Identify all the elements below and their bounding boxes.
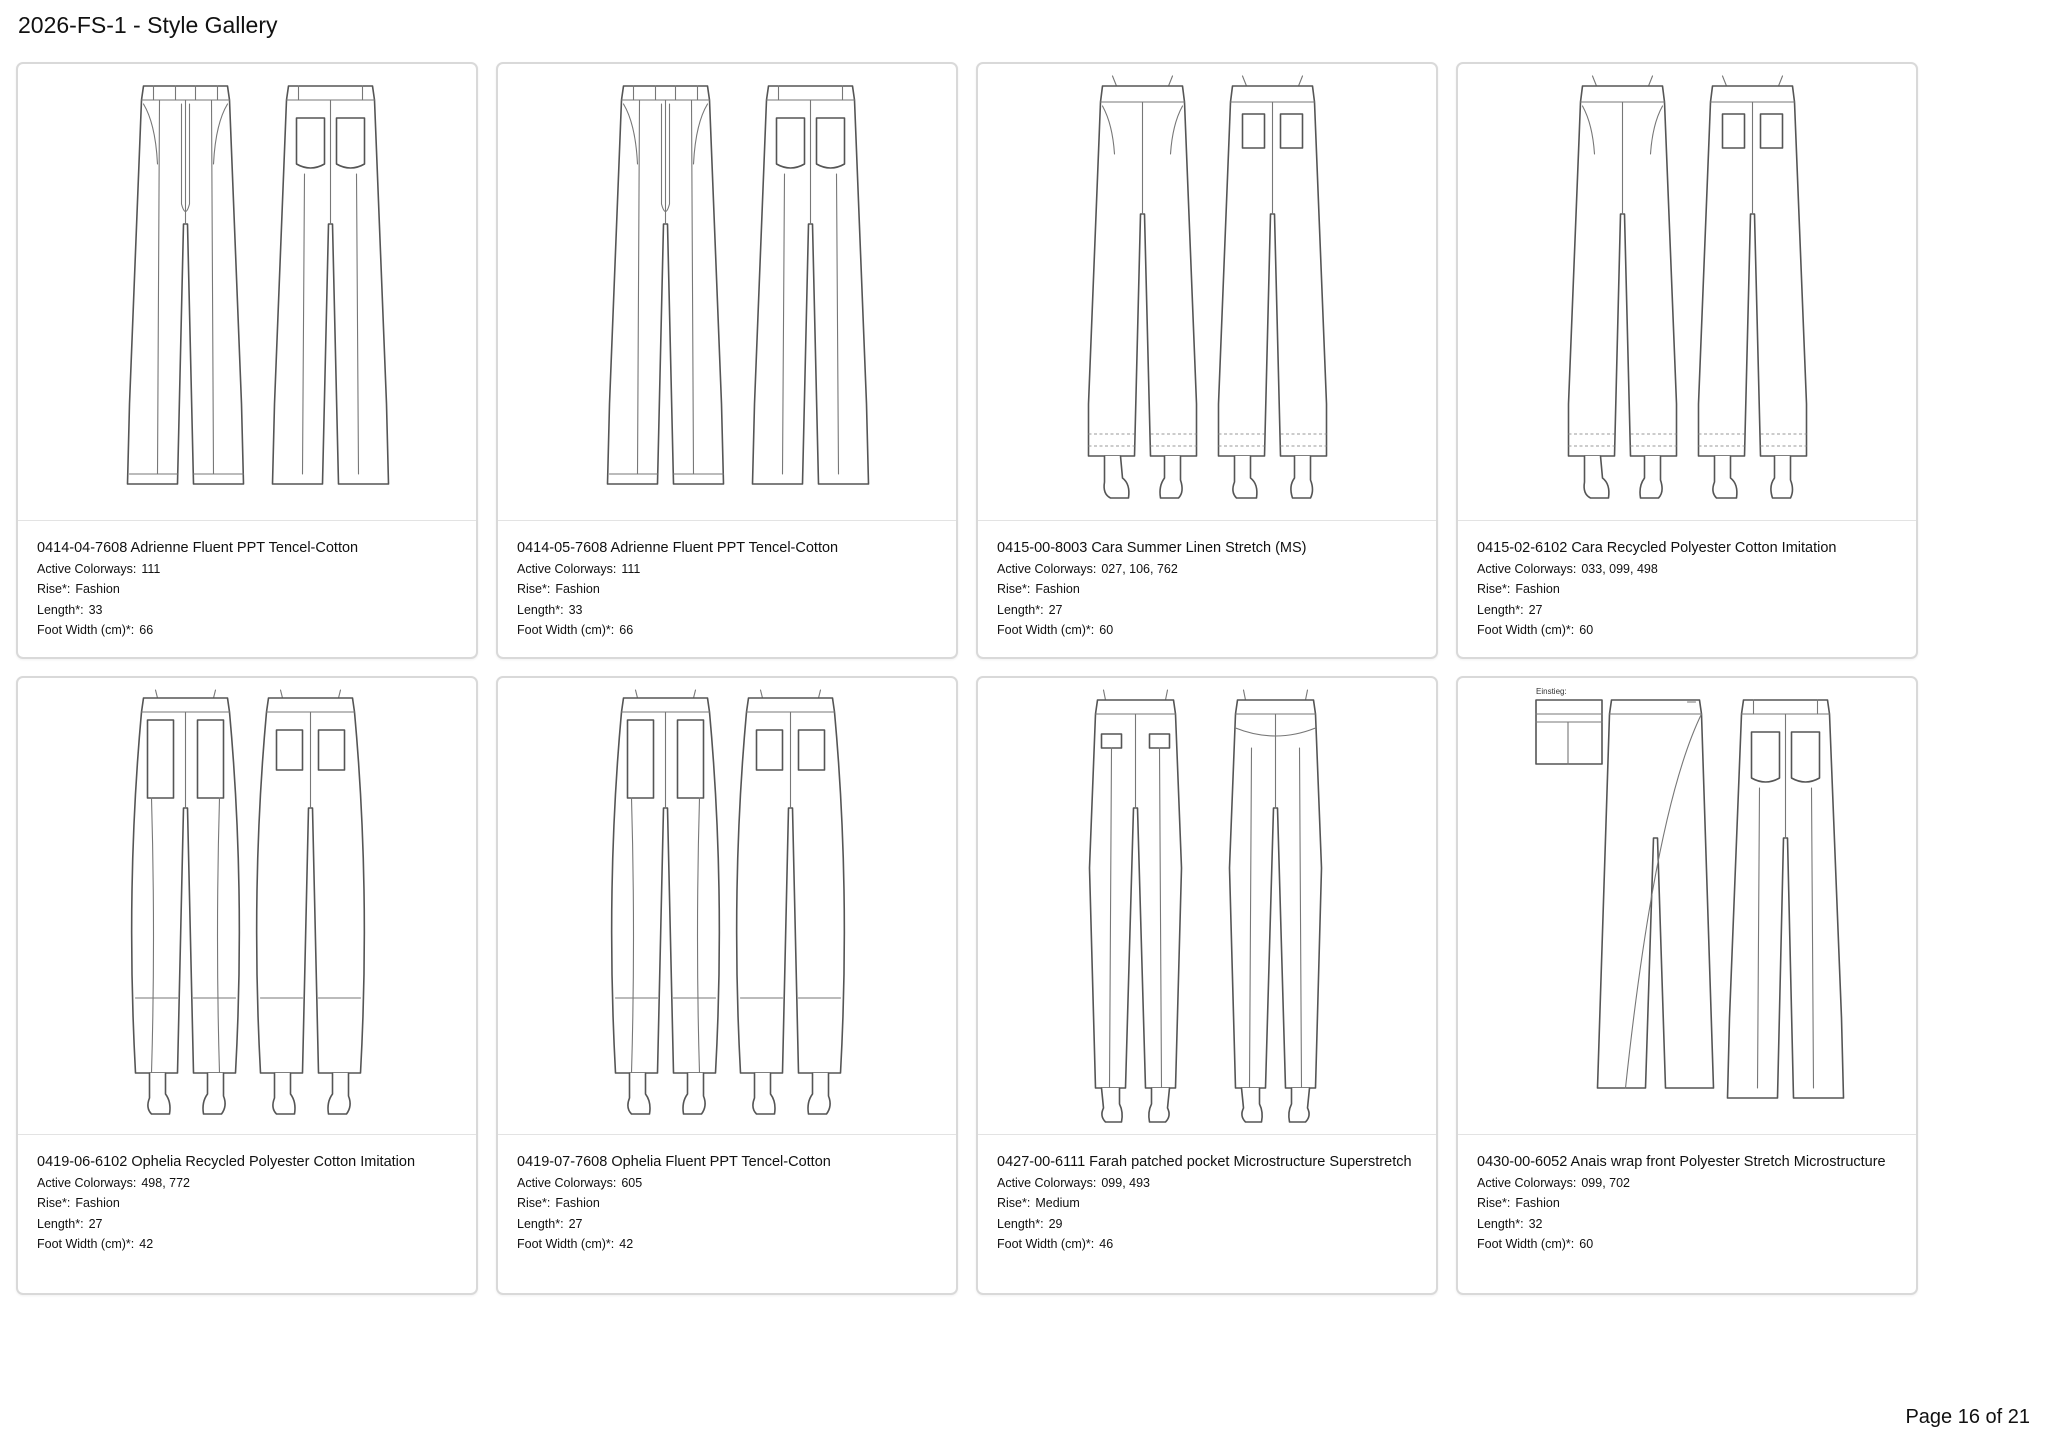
foot-width-row [37,620,462,640]
rise-value: Fashion [555,1196,600,1211]
card-divider [18,520,476,521]
rise-row [517,1193,942,1213]
foot-width-label: Foot Width (cm)*: [517,1236,615,1251]
colorways-label: Active Colorways: [517,1176,617,1190]
page-number: Page 16 of 21 [1905,1406,2030,1428]
length-label: Length*: [997,602,1044,617]
foot-width-value: 66 [619,622,634,637]
rise-value: Fashion [1515,582,1560,597]
foot-width-row [37,1234,462,1254]
colorways-value: 498, 772 [141,1176,191,1190]
style-card[interactable] [1456,62,1918,659]
foot-width-value: 66 [139,622,154,637]
foot-width-row [997,1234,1422,1254]
rise-value: Fashion [75,582,120,597]
style-name: 0419-07-7608 Ophelia Fluent PPT Tencel-Cotton [517,1154,831,1170]
foot-width-value: 60 [1579,1236,1594,1251]
style-name: 0414-04-7608 Adrienne Fluent PPT Tencel-Cotton [37,540,359,556]
length-row [1477,1214,1902,1234]
foot-width-row [1477,1234,1902,1254]
flat-sketch-image [1458,64,1916,519]
rise-row [517,579,942,599]
length-row [1477,600,1902,620]
colorways-label: Active Colorways: [1477,562,1577,576]
colorways-row [517,559,942,579]
rise-label: Rise*: [517,582,551,597]
flat-sketch-image [18,64,476,519]
foot-width-value: 60 [1099,622,1114,637]
card-divider [1458,520,1916,521]
rise-label: Rise*: [37,582,71,597]
flat-sketch-image [498,678,956,1133]
length-row [997,1214,1422,1234]
length-value: 27 [568,1216,583,1231]
style-name: 0430-00-6052 Anais wrap front Polyester Stretch Microstructure [1477,1154,1886,1170]
style-info [1477,538,1902,640]
rise-row [1477,1193,1902,1213]
length-row [37,600,462,620]
style-card[interactable] [1456,676,1918,1295]
length-label: Length*: [517,1216,564,1231]
rise-label: Rise*: [997,582,1031,597]
colorways-label: Active Colorways: [37,562,137,576]
flat-sketch-image [978,64,1436,519]
colorways-value: 099, 493 [1101,1176,1151,1190]
flat-sketch-image [498,64,956,519]
style-info [517,538,942,640]
length-label: Length*: [37,1216,84,1231]
colorways-value: 111 [621,562,641,576]
length-value: 27 [1528,602,1543,617]
length-value: 27 [1048,602,1063,617]
foot-width-row [1477,620,1902,640]
foot-width-value: 42 [139,1236,154,1251]
card-divider [498,520,956,521]
card-divider [498,1134,956,1135]
length-label: Length*: [37,602,84,617]
length-label: Length*: [1477,602,1524,617]
page-title: 2026-FS-1 - Style Gallery [18,12,278,38]
foot-width-label: Foot Width (cm)*: [37,622,135,637]
colorways-label: Active Colorways: [997,562,1097,576]
card-divider [18,1134,476,1135]
style-name: 0427-00-6111 Farah patched pocket Microstructure Superstretch [997,1154,1412,1170]
colorways-value: 033, 099, 498 [1581,562,1658,576]
style-card[interactable] [496,676,958,1295]
rise-row [997,579,1422,599]
style-info [37,538,462,640]
length-value: 27 [88,1216,103,1231]
colorways-row [1477,559,1902,579]
colorways-row [37,559,462,579]
foot-width-label: Foot Width (cm)*: [1477,1236,1575,1251]
colorways-value: 027, 106, 762 [1101,562,1178,576]
flat-sketch-image [18,678,476,1133]
foot-width-label: Foot Width (cm)*: [997,1236,1095,1251]
length-value: 29 [1048,1216,1063,1231]
colorways-value: 605 [621,1176,643,1190]
card-divider [978,520,1436,521]
style-name: 0419-06-6102 Ophelia Recycled Polyester Cotton Imitation [37,1154,416,1170]
rise-label: Rise*: [37,1196,71,1211]
foot-width-value: 46 [1099,1236,1114,1251]
foot-width-label: Foot Width (cm)*: [997,622,1095,637]
foot-width-label: Foot Width (cm)*: [517,622,615,637]
rise-row [1477,579,1902,599]
einstieg-label: Einstieg: [1536,687,1567,696]
style-card[interactable] [976,676,1438,1295]
rise-value: Fashion [1515,1196,1560,1211]
foot-width-row [517,1234,942,1254]
rise-value: Fashion [75,1196,120,1211]
foot-width-label: Foot Width (cm)*: [1477,622,1575,637]
rise-value: Medium [1035,1196,1080,1211]
colorways-label: Active Colorways: [37,1176,137,1190]
colorways-row [37,1173,462,1193]
rise-label: Rise*: [997,1196,1031,1211]
style-name: 0414-05-7608 Adrienne Fluent PPT Tencel-Cotton [517,540,839,556]
card-divider [978,1134,1436,1135]
foot-width-label: Foot Width (cm)*: [37,1236,135,1251]
length-row [517,600,942,620]
style-info [997,538,1422,640]
style-info [517,1152,942,1254]
foot-width-row [517,620,942,640]
length-label: Length*: [517,602,564,617]
colorways-label: Active Colorways: [997,1176,1097,1190]
card-divider [1458,1134,1916,1135]
style-card[interactable] [976,62,1438,659]
rise-row [997,1193,1422,1213]
style-card[interactable] [16,676,478,1295]
rise-value: Fashion [555,582,600,597]
length-value: 33 [568,602,583,617]
colorways-row [997,559,1422,579]
style-card[interactable] [16,62,478,659]
flat-sketch-image [1458,678,1916,1133]
colorways-row [997,1173,1422,1193]
colorways-value: 111 [141,562,161,576]
foot-width-value: 60 [1579,622,1594,637]
style-card[interactable] [496,62,958,659]
length-row [997,600,1422,620]
rise-value: Fashion [1035,582,1080,597]
style-info [37,1152,462,1254]
colorways-row [517,1173,942,1193]
colorways-row [1477,1173,1902,1193]
style-info [997,1152,1422,1254]
rise-label: Rise*: [517,1196,551,1211]
colorways-label: Active Colorways: [1477,1176,1577,1190]
length-label: Length*: [1477,1216,1524,1231]
flat-sketch-image [978,678,1436,1133]
style-info [1477,1152,1902,1254]
style-name: 0415-02-6102 Cara Recycled Polyester Cotton Imitation [1477,540,1837,556]
colorways-label: Active Colorways: [517,562,617,576]
length-label: Length*: [997,1216,1044,1231]
foot-width-value: 42 [619,1236,634,1251]
length-row [37,1214,462,1234]
length-value: 32 [1528,1216,1543,1231]
rise-row [37,579,462,599]
rise-label: Rise*: [1477,582,1511,597]
length-row [517,1214,942,1234]
foot-width-row [997,620,1422,640]
rise-label: Rise*: [1477,1196,1511,1211]
rise-row [37,1193,462,1213]
style-name: 0415-00-8003 Cara Summer Linen Stretch (MS) [997,540,1307,556]
colorways-value: 099, 702 [1581,1176,1631,1190]
length-value: 33 [88,602,103,617]
